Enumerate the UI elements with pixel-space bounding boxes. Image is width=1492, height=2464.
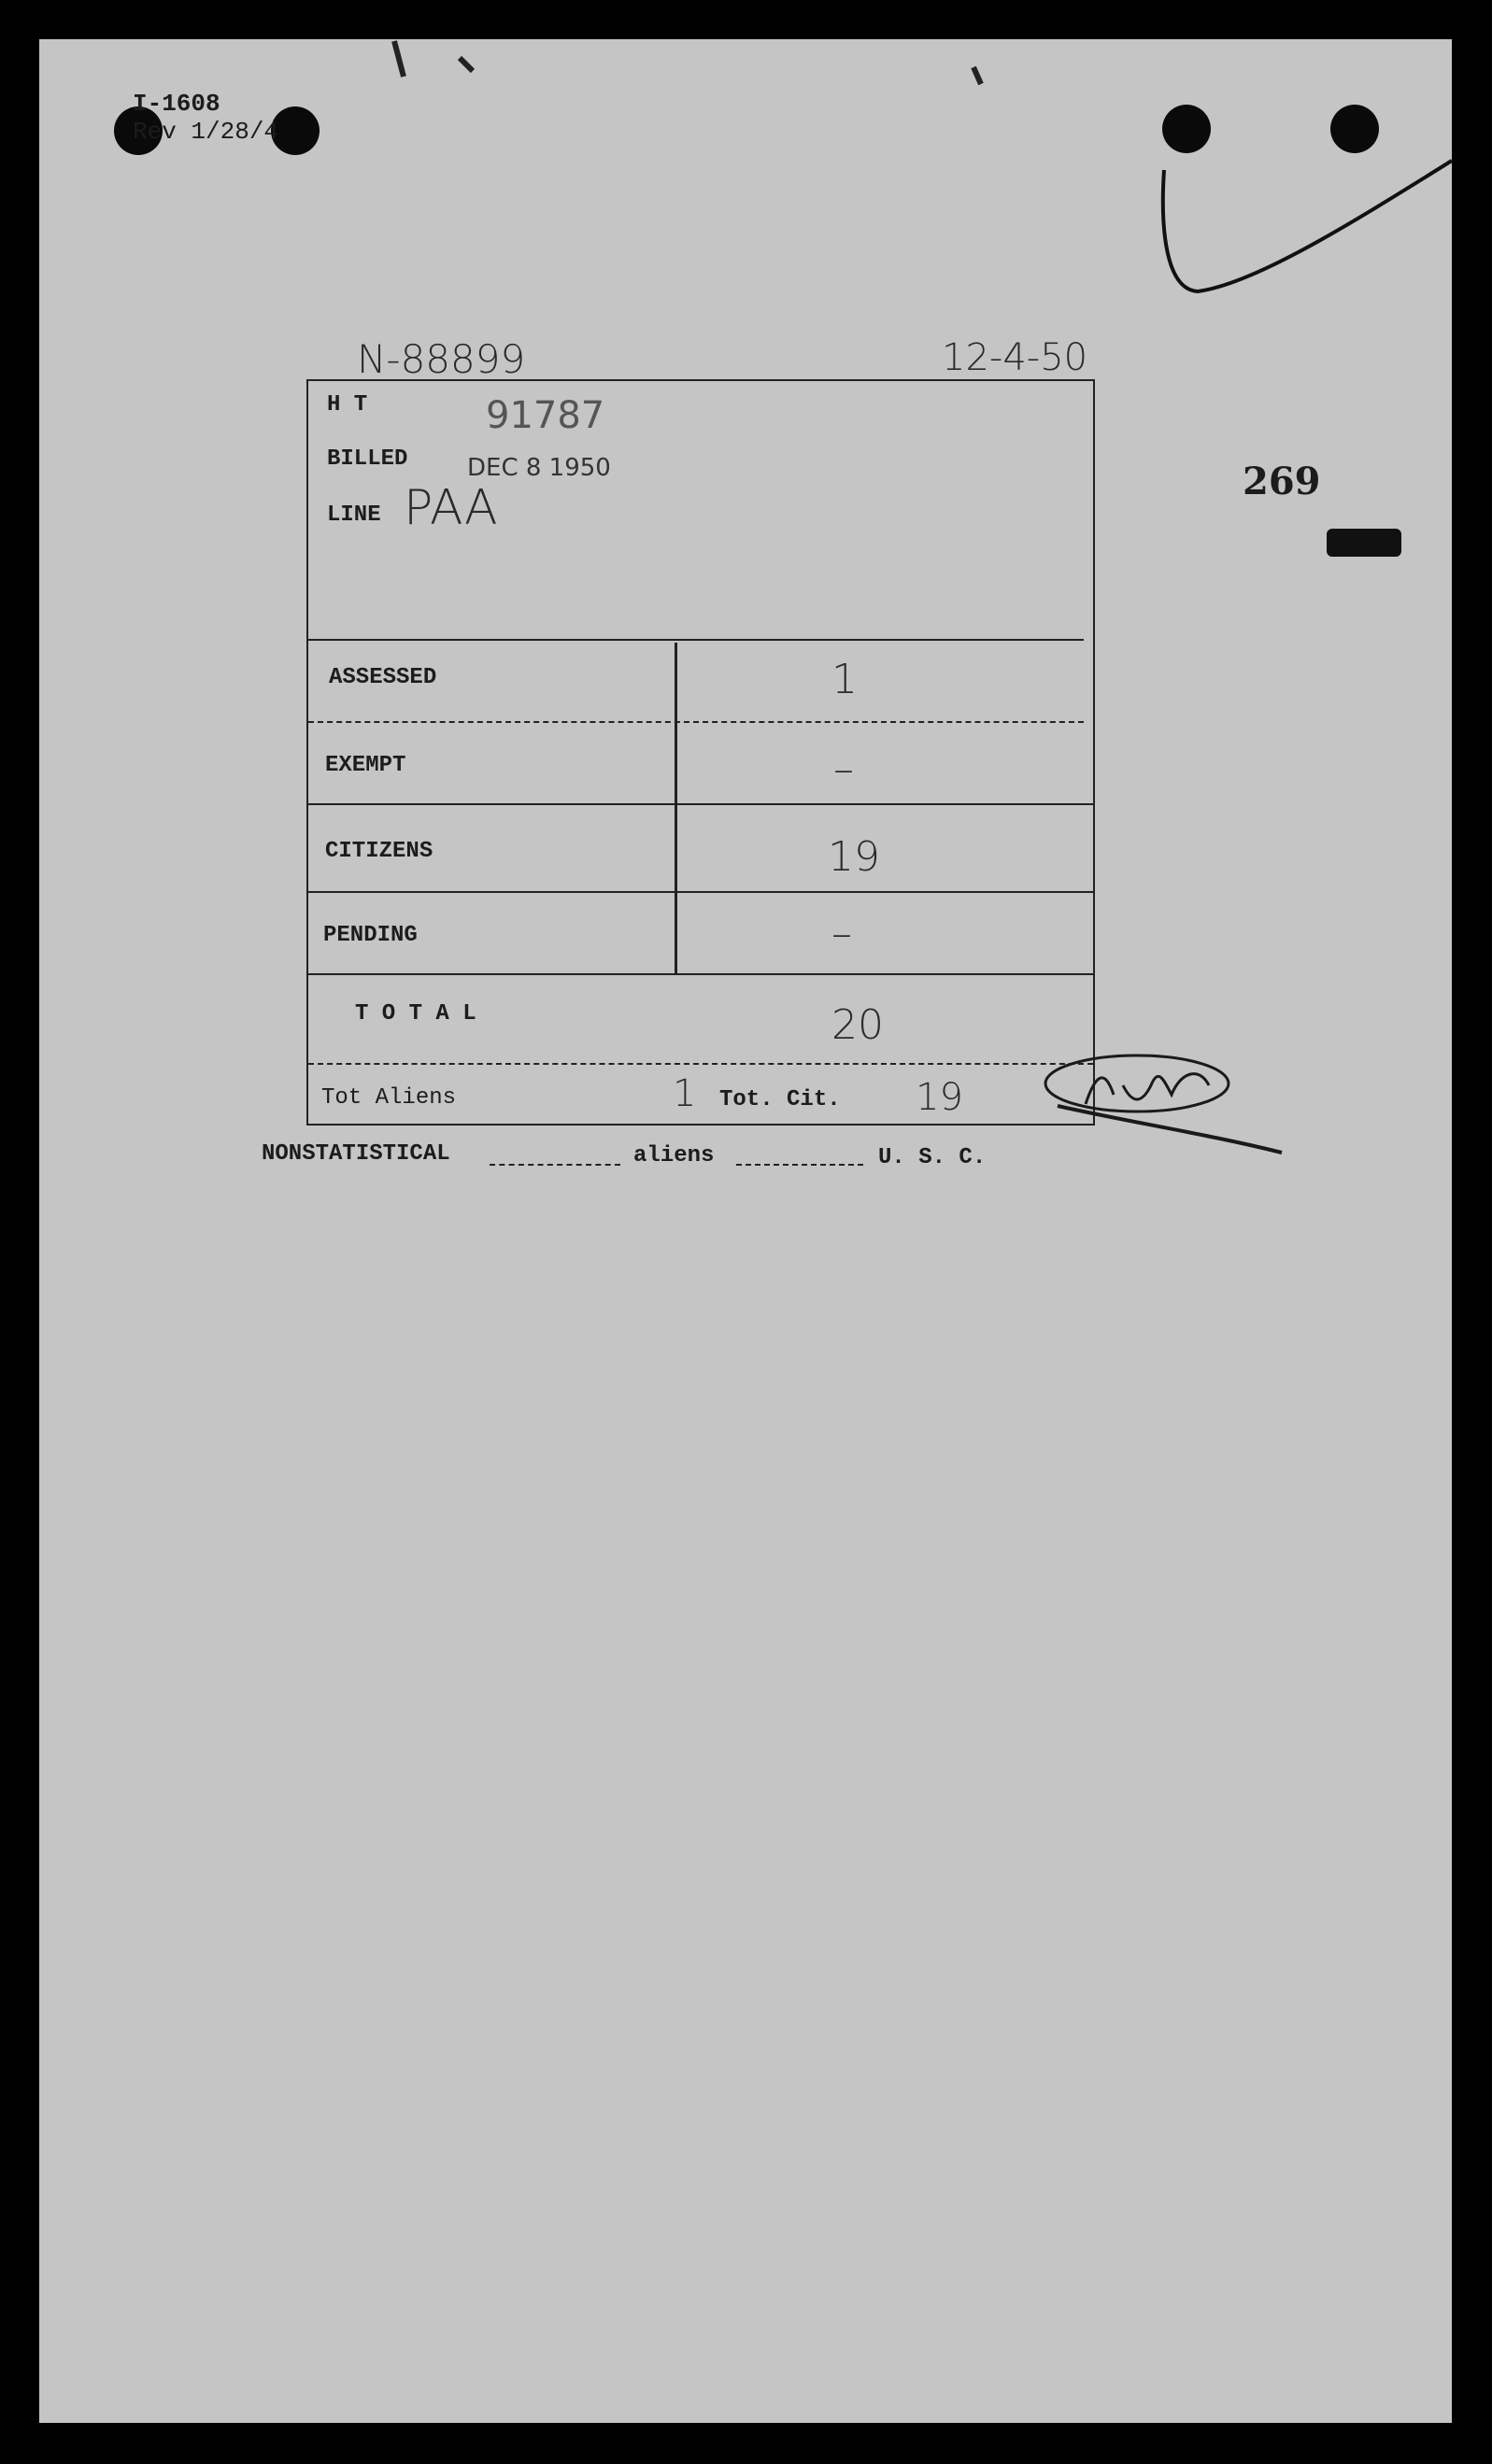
billed-label: BILLED xyxy=(327,446,408,472)
manifest-number: N-88899 xyxy=(357,336,526,382)
ht-label: H T xyxy=(327,392,368,418)
pending-label: PENDING xyxy=(323,923,418,948)
tot-cit-label: Tot. Cit. xyxy=(719,1087,841,1112)
total-label: T O T A L xyxy=(355,1001,476,1027)
tot-aliens-value: 1 xyxy=(673,1072,697,1115)
column-divider xyxy=(675,643,677,973)
rule-3 xyxy=(308,803,1093,805)
aliens-blank xyxy=(736,1164,863,1166)
tot-aliens-label: Tot Aliens xyxy=(321,1085,457,1111)
rule-2 xyxy=(308,721,1084,723)
rule-6 xyxy=(308,1063,1093,1065)
rule-1 xyxy=(308,639,1084,641)
form-number: I-1608 xyxy=(133,90,220,118)
rule-4 xyxy=(308,891,1093,893)
tot-cit-value: 19 xyxy=(916,1076,963,1119)
pending-value: – xyxy=(831,910,852,957)
billed-date-stamp: DEC 8 1950 xyxy=(467,454,611,482)
line-carrier: PAA xyxy=(404,480,498,536)
rule-5 xyxy=(308,973,1093,975)
document-page xyxy=(39,39,1452,2423)
assessed-value: 1 xyxy=(831,656,858,703)
corner-pen-mark xyxy=(39,39,1452,413)
form-revision: Rev 1/28/4 xyxy=(133,118,279,146)
exempt-value: – xyxy=(833,745,854,793)
ht-number: 91787 xyxy=(486,394,605,437)
manifest-tally-form xyxy=(306,379,1095,1126)
assessed-label: ASSESSED xyxy=(329,665,437,690)
handwritten-date: 12-4-50 xyxy=(942,336,1088,379)
aliens-label: aliens xyxy=(633,1143,715,1168)
usc-label: U. S. C. xyxy=(878,1145,987,1170)
page-number: 269 xyxy=(1243,460,1321,503)
exempt-label: EXEMPT xyxy=(325,753,406,778)
nonstatistical-blank xyxy=(490,1164,620,1166)
redaction-mark xyxy=(1327,529,1401,557)
citizens-label: CITIZENS xyxy=(325,839,433,864)
line-label: LINE xyxy=(327,503,381,528)
nonstatistical-label: NONSTATISTICAL xyxy=(262,1141,450,1167)
citizens-value: 19 xyxy=(828,833,880,881)
inspector-initials xyxy=(1039,1039,1300,1160)
total-value: 20 xyxy=(831,1001,884,1049)
